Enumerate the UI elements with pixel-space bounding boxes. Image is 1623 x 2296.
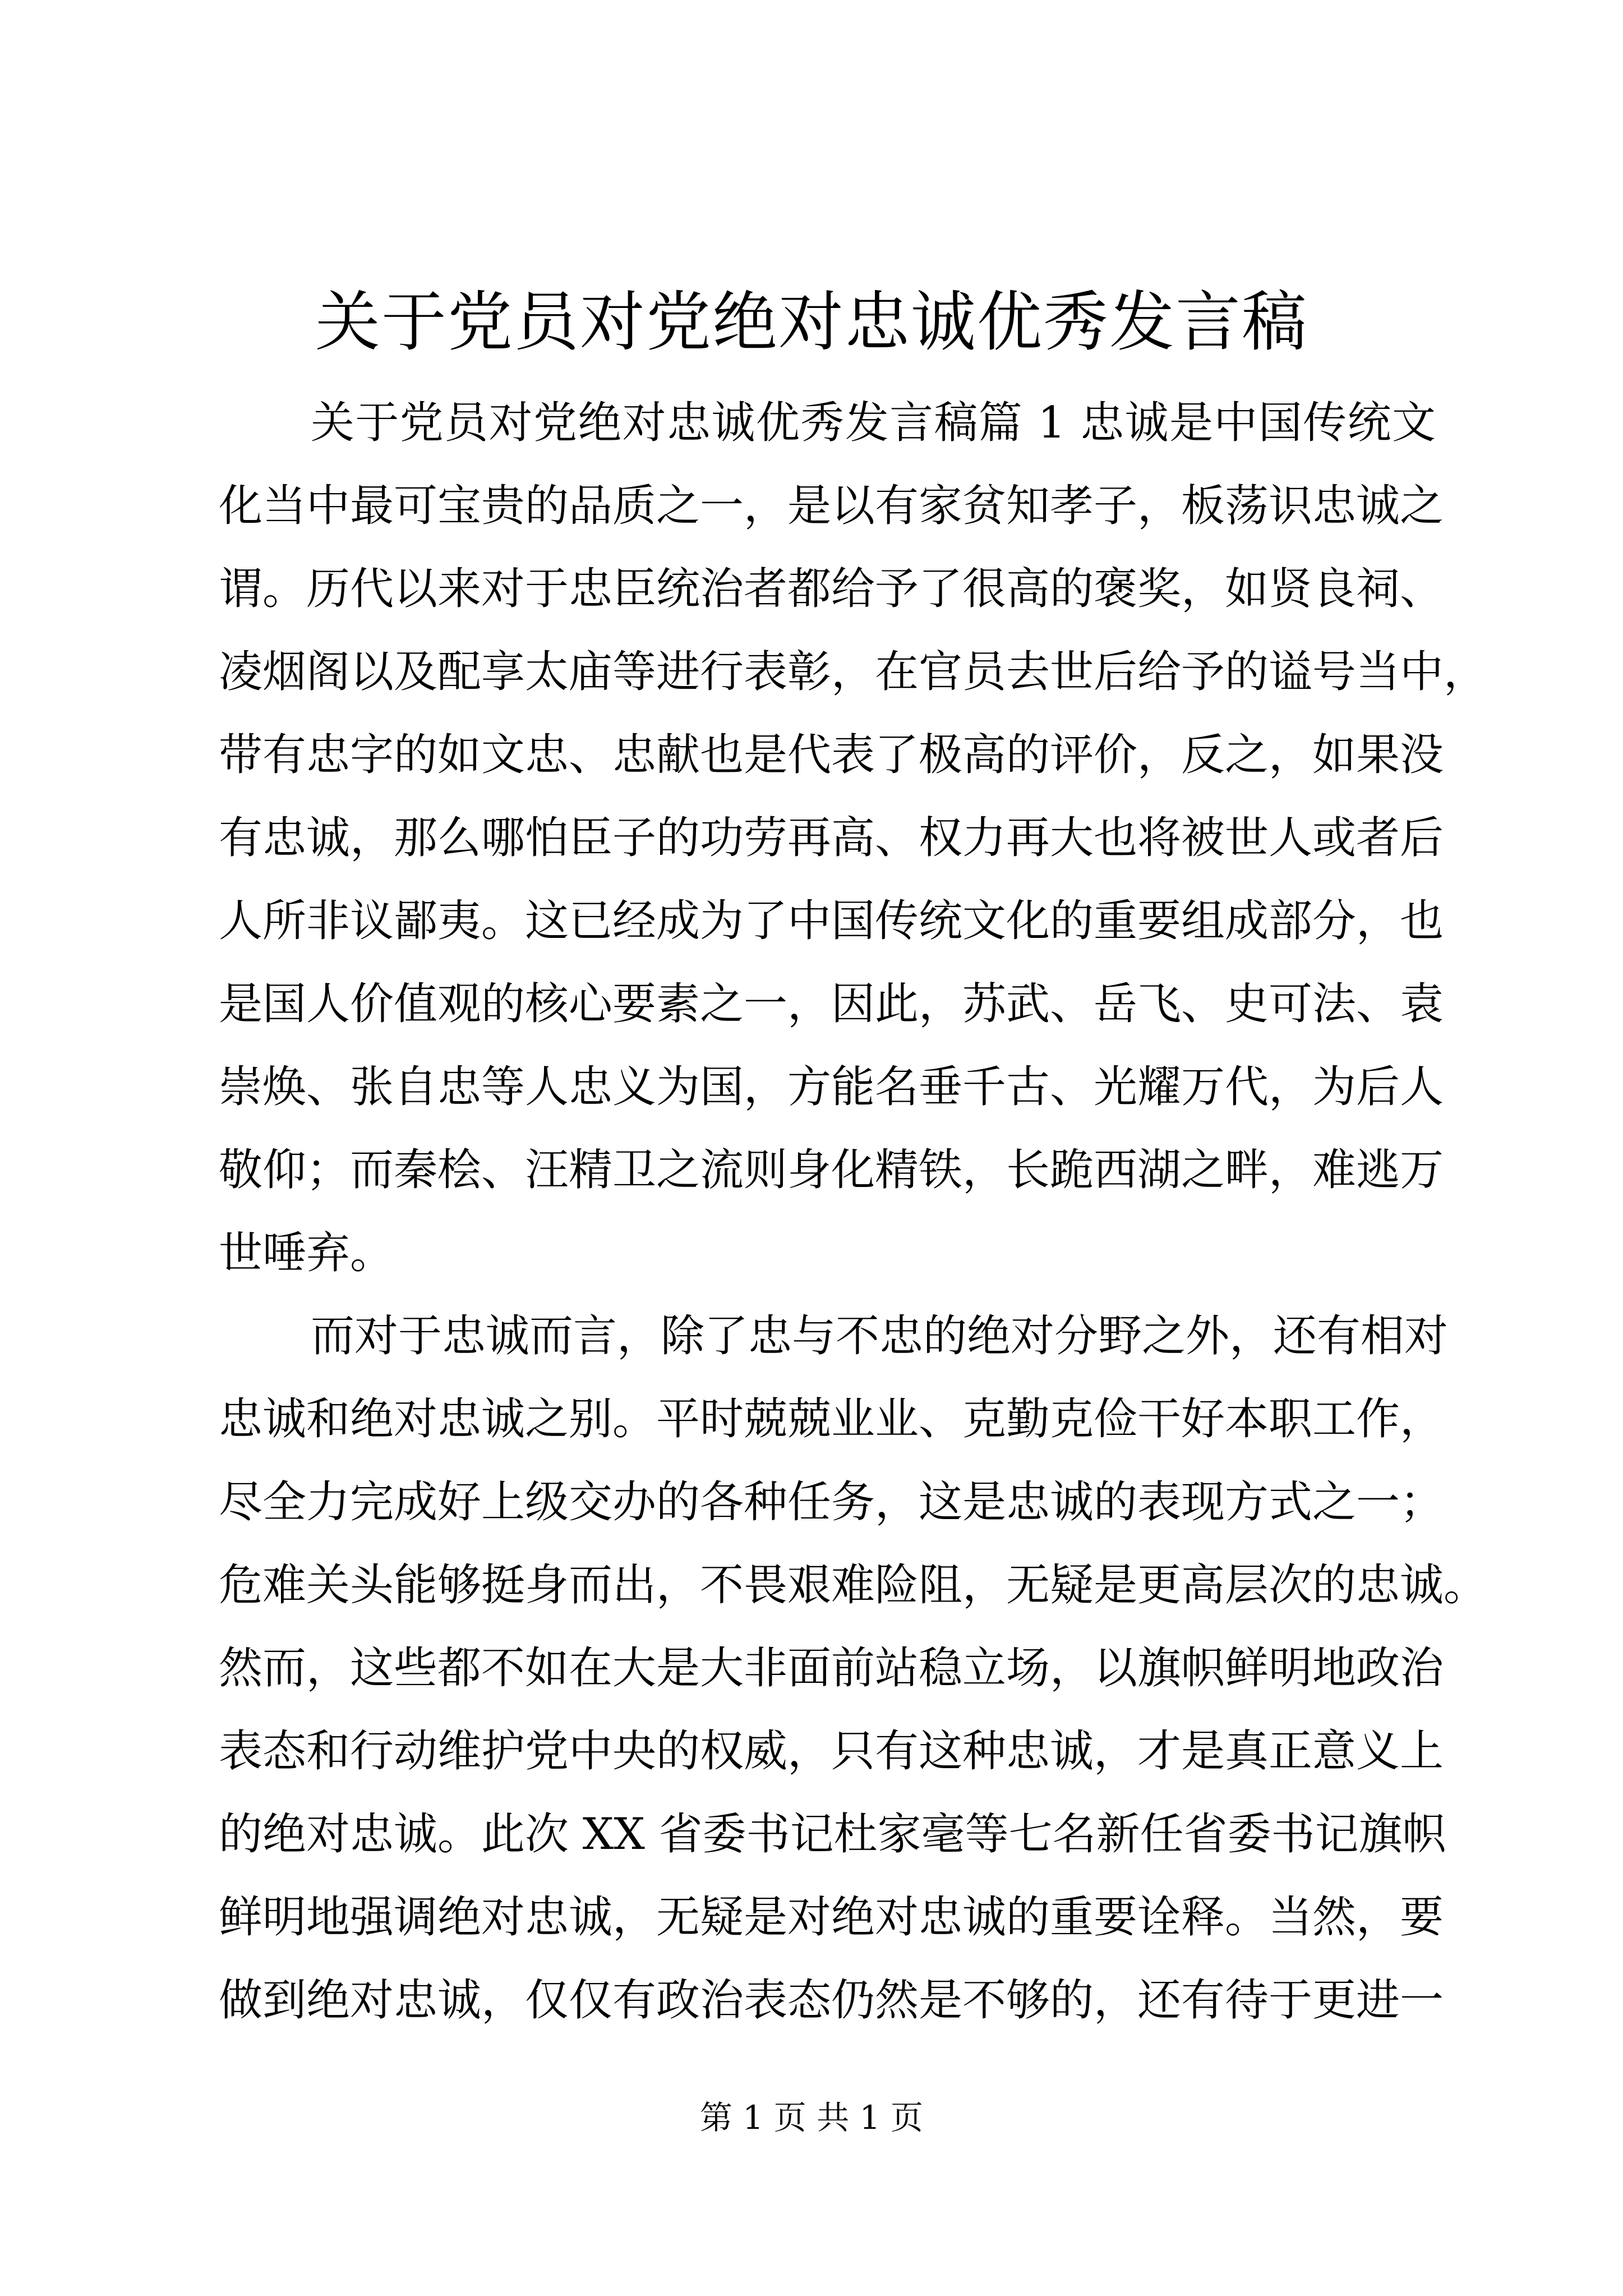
- paragraph-line: 而对于忠诚而言，除了忠与不忠的绝对分野之外，还有相对: [311, 1311, 1449, 1361]
- paragraph-line: 忠诚和绝对忠诚之别。平时兢兢业业、克勤克俭干好本职工作，: [219, 1394, 1444, 1444]
- paragraph-line: 危难关头能够挺身而出，不畏艰难险阻，无疑是更高层次的忠诚。: [219, 1560, 1488, 1611]
- paragraph-line: 人所非议鄙夷。这已经成为了中国传统文化的重要组成部分，也: [219, 896, 1444, 946]
- paragraph-line: 关于党员对党绝对忠诚优秀发言稿篇 1 忠诚是中国传统文: [311, 398, 1436, 448]
- paragraph-line: 做到绝对忠诚，仅仅有政治表态仍然是不够的，还有待于更进一: [219, 1975, 1444, 2026]
- paragraph-line: 谓。历代以来对于忠臣统治者都给予了很高的褒奖，如贤良祠、: [219, 564, 1444, 614]
- paragraph-line: 敬仰；而秦桧、汪精卫之流则身化精铁，长跪西湖之畔，难逃万: [219, 1145, 1444, 1195]
- paragraph-line: 表态和行动维护党中央的权威，只有这种忠诚，才是真正意义上: [219, 1726, 1444, 1777]
- paragraph-line: 凌烟阁以及配享太庙等进行表彰，在官员去世后给予的谥号当中，: [219, 647, 1488, 697]
- paragraph-2: [219, 1295, 1488, 2042]
- paragraph-line: 然而，这些都不如在大是大非面前站稳立场，以旗帜鲜明地政治: [219, 1643, 1444, 1694]
- page-indicator: 第 1 页 共 1 页: [700, 2099, 923, 2137]
- document-title: 关于党员对党绝对忠诚优秀发言稿: [315, 284, 1308, 360]
- paragraph-line: 尽全力完成好上级交办的各种任务，这是忠诚的表现方式之一；: [219, 1477, 1444, 1527]
- paragraph-line: 有忠诚，那么哪怕臣子的功劳再高、权力再大也将被世人或者后: [219, 813, 1444, 863]
- paragraph-1: [219, 381, 1488, 1295]
- paragraph-line: 世唾弃。: [219, 1228, 394, 1278]
- paragraph-line: 化当中最可宝贵的品质之一，是以有家贫知孝子，板荡识忠诚之: [219, 481, 1444, 531]
- paragraph-line: 带有忠字的如文忠、忠献也是代表了极高的评价，反之，如果没: [219, 730, 1444, 780]
- paragraph-line: 崇焕、张自忠等人忠义为国，方能名垂千古、光耀万代，为后人: [219, 1062, 1444, 1112]
- paragraph-line: 是国人价值观的核心要素之一，因此，苏武、岳飞、史可法、袁: [219, 979, 1444, 1029]
- document-body: [219, 381, 1488, 2042]
- paragraph-line: 鲜明地强调绝对忠诚，无疑是对绝对忠诚的重要诠释。当然，要: [219, 1892, 1444, 1943]
- paragraph-line: 的绝对忠诚。此次 XX 省委书记杜家毫等七名新任省委书记旗帜: [219, 1809, 1446, 1860]
